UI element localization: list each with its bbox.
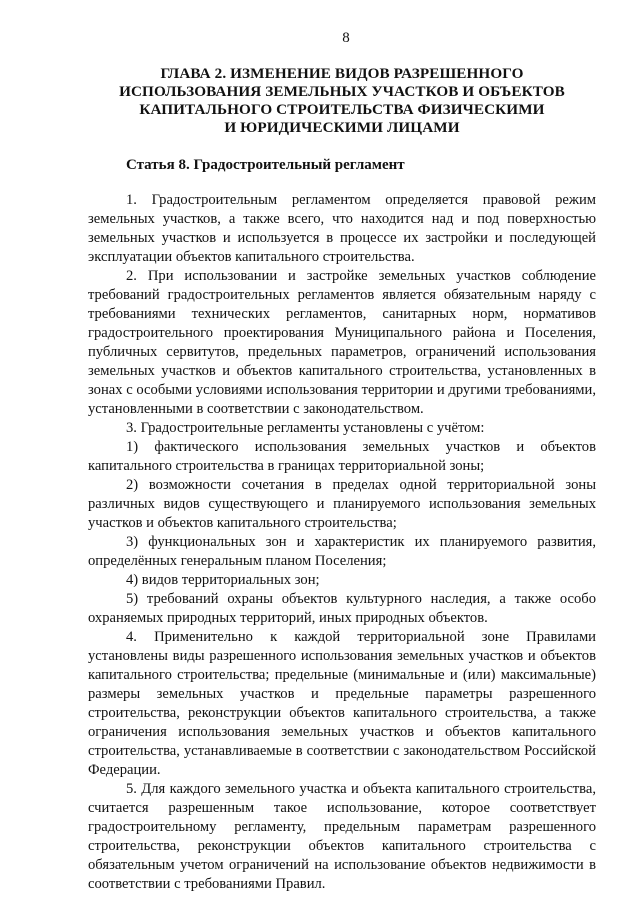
paragraph-4: 4. Применительно к каждой территориальной зоне Правилами установлены виды разрешенного использования земельных участков и объектов капитального строительства; предельные (минимальные и (или) максимальные) размеры земельных участков и предельные параметры разрешенного строительства, реконструкции объектов капитального строительства, а также ограничения использования земельных участков и объектов капитального строительства, устанавливаемые в соответствии с законодательством Российской Федерации. — [88, 629, 596, 778]
paragraph-5: 5. Для каждого земельного участка и объекта капитального строительства, считается разрешенным такое использование, которое соответствует градостроительному регламенту, предельным параметрам разрешенного строительства, реконструкции объектов капитального строительства с обязательным учетом ограничений на использование объектов недвижимости в соответствии с требованиями Правил. — [88, 781, 596, 892]
paragraph-1: 1. Градостроительным регламентом определяется правовой режим земельных участков, а также всего, что находится над и под поверхностью земельных участков и используется в процессе их застройки и последующей эксплуатации объектов капитального строительства. — [88, 192, 596, 265]
page-number: 8 — [342, 30, 350, 46]
list-item-1: 1) фактического использования земельных участков и объектов капитального строительства в границах территориальной зоны; — [88, 439, 596, 474]
paragraph-2: 2. При использовании и застройке земельных участков соблюдение требований градостроительных регламентов является обязательным наряду с требованиями технических регламентов, санитарных норм, нормативов градостроительного проектирования Муниципального района и Поселения, публичных сервитутов, предельных параметров, ограничений использования земельных участков и объектов капитального строительства, установленных в зонах с особыми условиями использования территории и другими требованиями, установленными в соответствии с законодательством. — [88, 268, 596, 417]
list-item-4: 4) видов территориальных зон; — [126, 572, 320, 588]
paragraph-3: 3. Градостроительные регламенты установлены с учётом: — [126, 420, 485, 436]
article-title: Статья 8. Градостроительный регламент — [126, 157, 405, 173]
chapter-title-line: КАПИТАЛЬНОГО СТРОИТЕЛЬСТВА ФИЗИЧЕСКИМИ — [139, 101, 545, 118]
document-page — [88, 30, 596, 894]
chapter-title-line: ГЛАВА 2. ИЗМЕНЕНИЕ ВИДОВ РАЗРЕШЕННОГО — [160, 65, 524, 82]
list-item-2: 2) возможности сочетания в пределах одной территориальной зоны различных видов существующего и планируемого использования земельных участков и объектов капитального строительства; — [88, 477, 596, 531]
chapter-title-line: И ЮРИДИЧЕСКИМИ ЛИЦАМИ — [224, 119, 460, 136]
chapter-title-line: ИСПОЛЬЗОВАНИЯ ЗЕМЕЛЬНЫХ УЧАСТКОВ И ОБЪЕКТОВ — [119, 83, 565, 100]
list-item-3: 3) функциональных зон и характеристик их планируемого развития, определённых генеральным планом Поселения; — [88, 534, 596, 569]
chapter-title — [88, 65, 596, 137]
list-item-5: 5) требований охраны объектов культурного наследия, а также особо охраняемых природных территорий, иных природных объектов. — [88, 591, 596, 626]
